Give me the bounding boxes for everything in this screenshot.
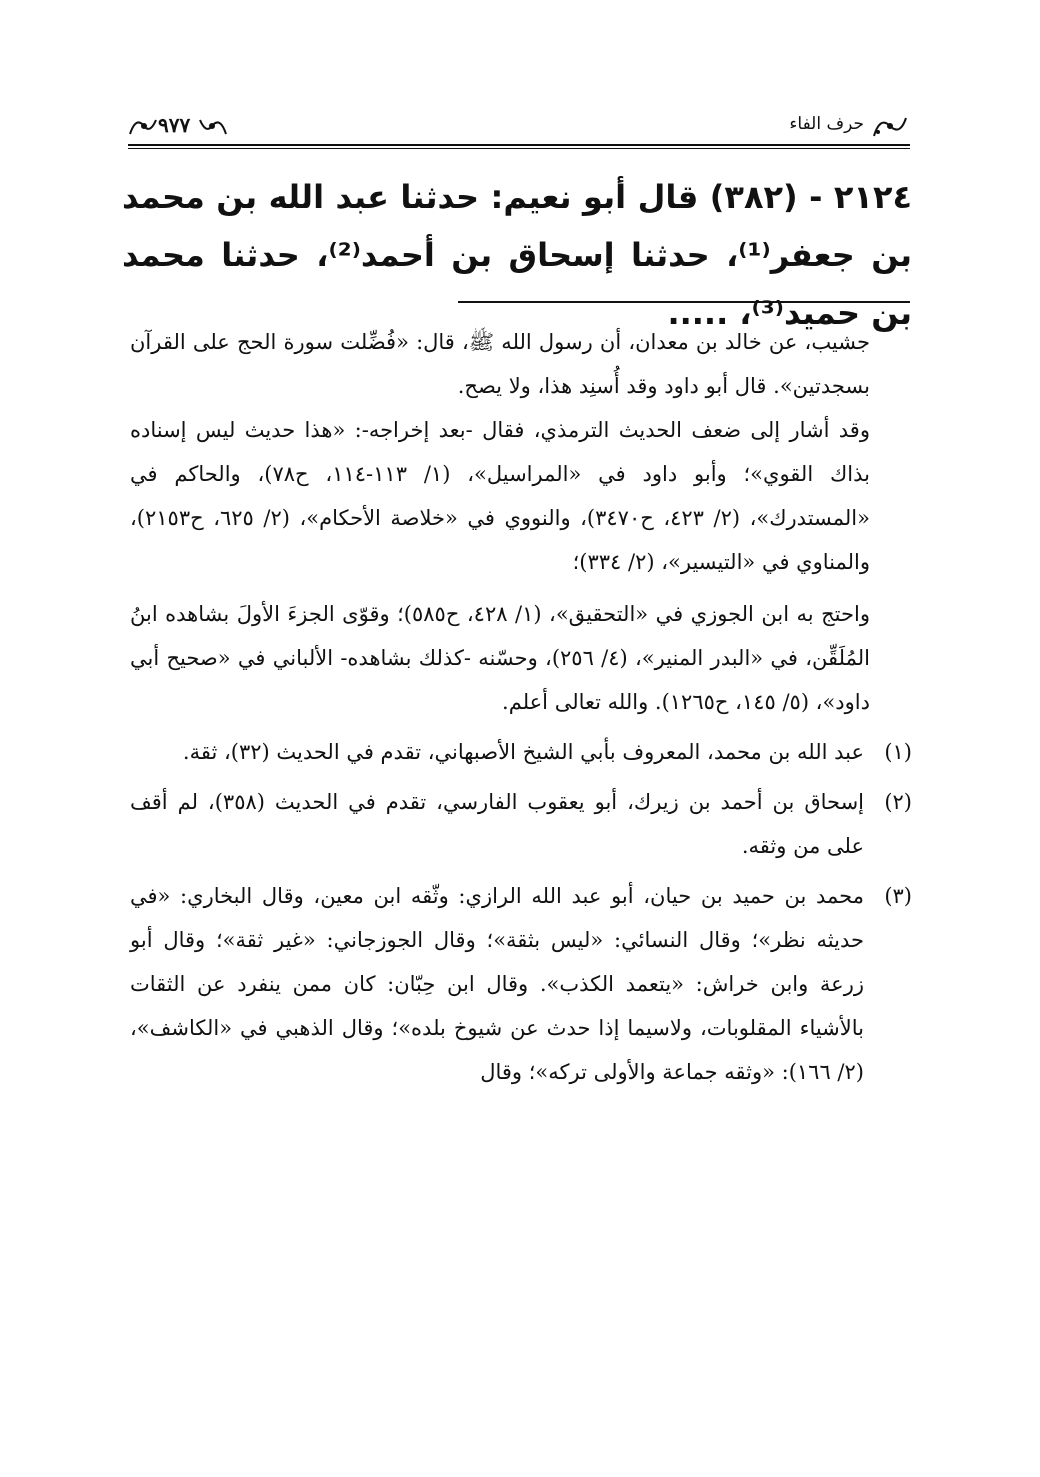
page-header [128,112,910,146]
spacer [130,584,912,592]
ornament-icon [870,112,910,142]
footnote-continuation-2: وقد أشار إلى ضعف الحديث الترمذي، فقال -بعد إخراجه-: «هذا حديث ليس إسناده بذاك القوي»؛ وأبو داود في «المراسيل»، (١/ ١١٣-١١٤، ح٧٨)، والحاكم في «المستدرك»، (٢/ ٤٢٣، ح٣٤٧٠)، والنووي في «خلاصة الأحكام»، (٢/ ٦٢٥، ح٢١٥٣)، والمناوي في «التيسير»، (٢/ ٣٣٤)؛ [130,418,870,574]
footnote-text: عبد الله بن محمد، المعروف بأبي الشيخ الأصبهاني، تقدم في الحديث (٣٢)، ثقة. [182,740,864,764]
footnote-text: إسحاق بن أحمد بن زيرك، أبو يعقوب الفارسي، تقدم في الحديث (٣٥٨)، لم أقف على من وثقه. [130,790,864,858]
page-number: ٩٧٧ [158,113,191,137]
footnotes [130,320,912,1094]
footnote-2 [130,780,912,868]
header-rule-thin [128,148,910,149]
chapter-title: حرف الفاء [789,114,864,134]
footnote-1 [130,730,912,774]
footnote-continuation-1: جشيب، عن خالد بن معدان، أن رسول الله ﷺ، قال: «فُضِّلت سورة الحج على القرآن بسجدتين». قال أبو داود وقد أُسنِد هذا، ولا يصح. [130,330,870,398]
footnote-continuation-3: واحتج به ابن الجوزي في «التحقيق»، (١/ ٤٢٨، ح٥٨٥)؛ وقوّى الجزءَ الأولَ بشاهده ابنُ المُلَقِّن، في «البدر المنير»، (٤/ ٢٥٦)، وحسّنه -كذلك بشاهده- الألباني في «صحيح أبي داود»، (٥/ ١٤٥، ح١٢٦٥). والله تعالى أعلم. [130,602,870,714]
hadith-text: ٢١٢٤ - (٣٨٢) قال أبو نعيم: حدثنا عبد الله بن محمد بن جعفر⁽¹⁾، حدثنا إسحاق بن أحمد⁽²⁾، حدثنا محمد بن حميد⁽³⁾، ..... [122,178,913,332]
footnote-text: محمد بن حميد بن حيان، أبو عبد الله الرازي: وثّقه ابن معين، وقال البخاري: «في حديثه نظر»؛ وقال النسائي: «ليس بثقة»؛ وقال الجوزجاني: «غير ثقة»؛ وقال أبو زرعة وابن خراش: «يتعمد الكذب». وقال ابن حِبّان: كان ممن ينفرد عن الثقات بالأشياء المقلوبات، ولاسيما إذا حدث عن شيوخ بلده»؛ وقال الذهبي في «الكاشف»، (٢/ ١٦٦): «وثقه جماعة والأولى تركه»؛ وقال [130,884,864,1084]
footnote-number: (١) [884,740,912,764]
footnote-separator [458,301,910,303]
header-rule [128,144,910,146]
footnote-number: (٣) [884,884,912,908]
footnote-number: (٢) [884,790,912,814]
page-number-ornament [128,112,228,142]
footnote-3 [130,874,912,1094]
